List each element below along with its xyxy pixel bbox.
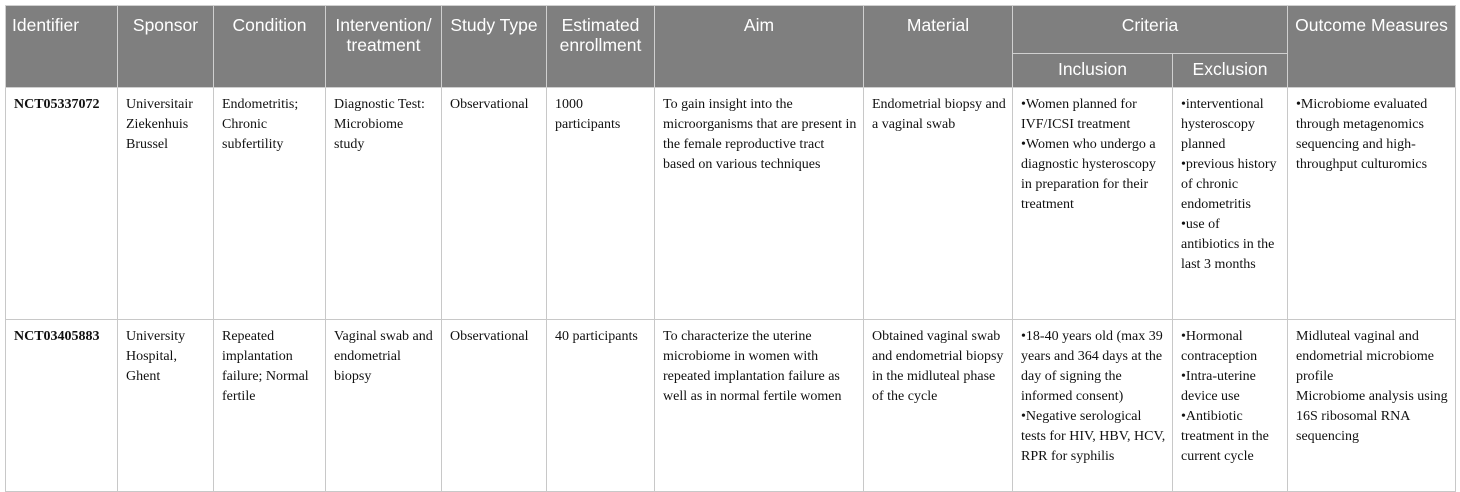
header-enrollment: Estimated enrollment	[547, 6, 655, 88]
identifier-cell: NCT03405883	[6, 320, 118, 492]
enrollment-cell: 40 participants	[547, 320, 655, 492]
material-cell: Endometrial biopsy and a vaginal swab	[864, 88, 1013, 320]
list-item: •Antibiotic treatment in the current cycle	[1181, 409, 1269, 464]
list-item: •18-40 years old (max 39 years and 364 days at the day of signing the informed consent)	[1021, 329, 1163, 404]
identifier-cell: NCT05337072	[6, 88, 118, 320]
intervention-cell: Vaginal swab and endometrial biopsy	[326, 320, 442, 492]
header-intervention: Intervention/ treatment	[326, 6, 442, 88]
sponsor-cell: University Hospital, Ghent	[118, 320, 214, 492]
list-item: •interventional hysteroscopy planned	[1181, 97, 1264, 152]
exclusion-cell	[1173, 320, 1288, 492]
header-material: Material	[864, 6, 1013, 88]
header-criteria: Criteria	[1013, 6, 1288, 54]
header-sponsor: Sponsor	[118, 6, 214, 88]
condition-cell: Repeated implantation failure; Normal fertile	[214, 320, 326, 492]
header-identifier: Identifier	[6, 6, 118, 88]
exclusion-cell	[1173, 88, 1288, 320]
list-item: •Women who undergo a diagnostic hysteroscopy in preparation for their treatment	[1021, 137, 1156, 212]
table-row	[6, 88, 1456, 320]
header-condition: Condition	[214, 6, 326, 88]
list-item: •Microbiome evaluated through metagenomics sequencing and high-throughput culturomics	[1296, 97, 1428, 172]
study-type-cell: Observational	[442, 320, 547, 492]
intervention-cell: Diagnostic Test: Microbiome study	[326, 88, 442, 320]
list-item: Microbiome analysis using 16S ribosomal RNA sequencing	[1296, 389, 1448, 444]
table-row	[6, 320, 1456, 492]
inclusion-cell	[1013, 320, 1173, 492]
study-type-cell: Observational	[442, 88, 547, 320]
inclusion-cell	[1013, 88, 1173, 320]
sponsor-cell: Universitair Ziekenhuis Brussel	[118, 88, 214, 320]
header-outcome: Outcome Measures	[1288, 6, 1456, 88]
enrollment-cell: 1000 participants	[547, 88, 655, 320]
outcome-cell	[1288, 320, 1456, 492]
aim-cell: To gain insight into the microorganisms that are present in the female reproductive tract based on various techniques	[655, 88, 864, 320]
aim-cell: To characterize the uterine microbiome in women with repeated implantation failure as well as in normal fertile women	[655, 320, 864, 492]
header-aim: Aim	[655, 6, 864, 88]
list-item: Midluteal vaginal and endometrial microbiome profile	[1296, 329, 1435, 384]
header-study-type: Study Type	[442, 6, 547, 88]
material-cell: Obtained vaginal swab and endometrial biopsy in the midluteal phase of the cycle	[864, 320, 1013, 492]
list-item: •use of antibiotics in the last 3 months	[1181, 217, 1275, 272]
list-item: •Negative serological tests for HIV, HBV, HCV, RPR for syphilis	[1021, 409, 1166, 464]
list-item: •Women planned for IVF/ICSI treatment	[1021, 97, 1137, 132]
list-item: •previous history of chronic endometritis	[1181, 157, 1277, 212]
list-item: •Intra-uterine device use	[1181, 369, 1256, 404]
outcome-cell	[1288, 88, 1456, 320]
condition-cell: Endometritis; Chronic subfertility	[214, 88, 326, 320]
clinical-trials-table	[5, 5, 1456, 492]
header-inclusion: Inclusion	[1013, 54, 1173, 88]
list-item: •Hormonal contraception	[1181, 329, 1258, 364]
header-exclusion: Exclusion	[1173, 54, 1288, 88]
